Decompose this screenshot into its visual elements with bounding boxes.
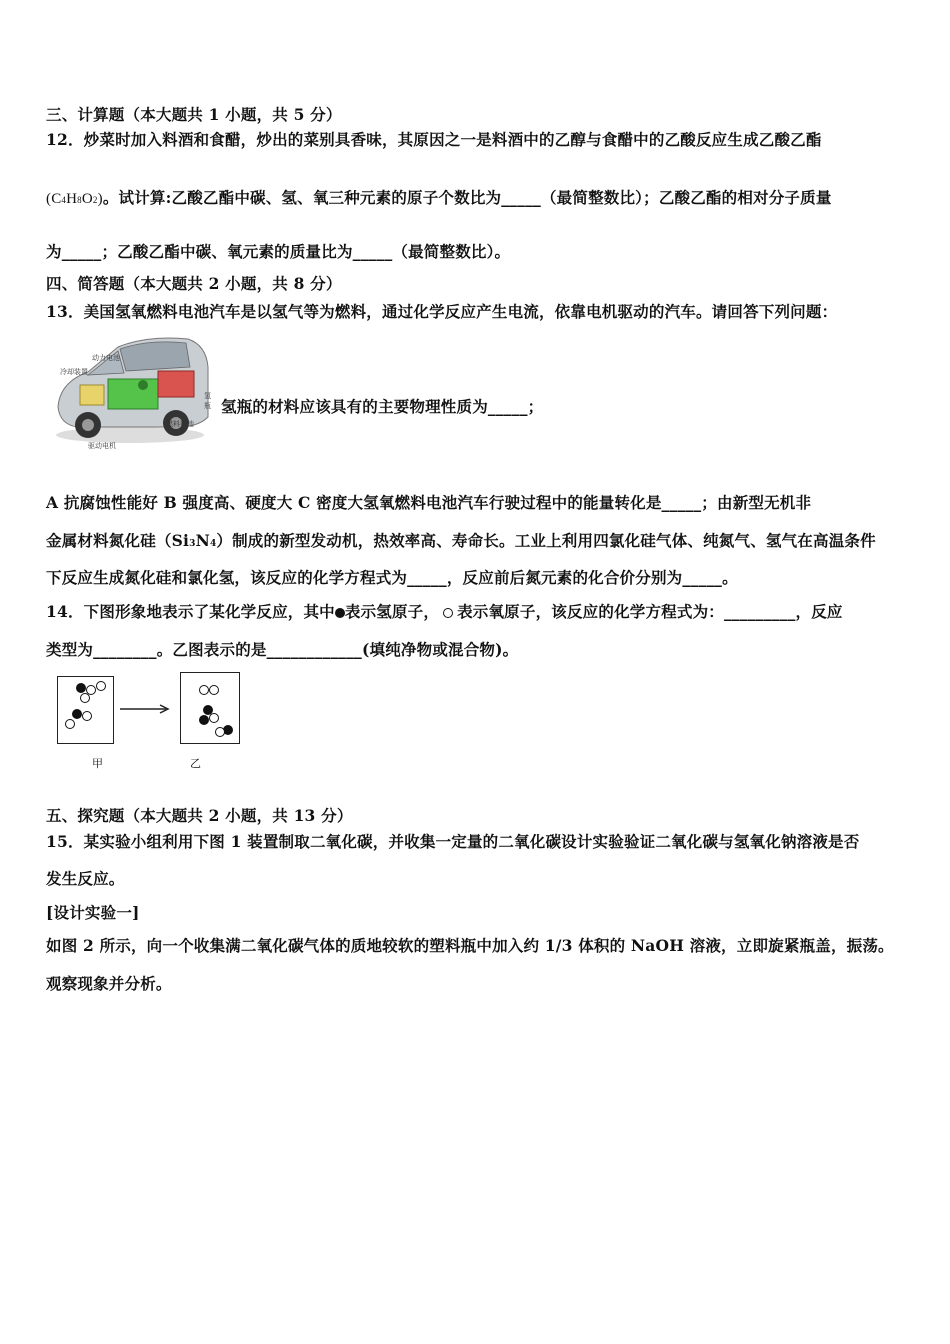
q14-line1: 14．下图形象地表示了某化学反应，其中 表示氢原子， 表示氧原子，该反应的化学方程式为：_________，反应: [46, 602, 843, 621]
q15-line5: 观察现象并分析。: [46, 974, 172, 993]
fuel-cell-car-image: [48, 327, 213, 453]
h-atom: [72, 709, 82, 719]
oxygen-atom-icon: [443, 608, 453, 618]
car-label-fuel-cell: 燃料电池: [166, 420, 194, 428]
o-atom: [82, 711, 92, 721]
o-atom: [215, 727, 225, 737]
section-4-title: 四、简答题（本大题共 2 小题，共 8 分）: [46, 274, 342, 293]
o-atom: [209, 713, 219, 723]
label-jia: 甲: [92, 757, 103, 770]
o-atom: [96, 681, 106, 691]
product-box: [180, 672, 240, 744]
q14-line2: 类型为________。乙图表示的是____________(填纯净物或混合物)。: [46, 640, 519, 659]
section-5-title: 五、探究题（本大题共 2 小题，共 13 分）: [46, 806, 353, 825]
car-label-hydrogen-tank: 氢瓶: [204, 392, 211, 410]
o-atom: [199, 685, 209, 695]
reactant-box: [57, 676, 114, 744]
q13-line5: 下反应生成氮化硅和氯化氢，该反应的化学方程式为_____，反应前后氮元素的化合价分别为_____。: [46, 568, 738, 587]
car-label-cooling: 冷却装置: [60, 368, 88, 376]
q15-line2: 发生反应。: [46, 869, 125, 888]
o-atom: [209, 685, 219, 695]
car-label-motor: 驱动电机: [88, 442, 116, 450]
h-atom: [76, 683, 86, 693]
o-atom: [80, 693, 90, 703]
q15-line1: 15．某实验小组利用下图 1 装置制取二氧化碳，并收集一定量的二氧化碳设计实验验证二氧化碳与氢氧化钠溶液是否: [46, 832, 860, 851]
q12-line2: (C4H8O2)。试计算:乙酸乙酯中碳、氢、氧三种元素的原子个数比为_____（最简整数比）；乙酸乙酯的相对分子质量: [46, 188, 832, 207]
reaction-arrow-icon: [118, 703, 173, 715]
q13-hydrogen-tank-question: 氢瓶的材料应该具有的主要物理性质为_____；: [221, 397, 544, 416]
q15-line4: 如图 2 所示，向一个收集满二氧化碳气体的质地较软的塑料瓶中加入约 1/3 体积的 NaOH 溶液，立即旋紧瓶盖，振荡。: [46, 936, 894, 955]
section-3-title: 三、计算题（本大题共 1 小题，共 5 分）: [46, 105, 342, 124]
q13-line3: A 抗腐蚀性能好 B 强度高、硬度大 C 密度大氢氧燃料电池汽车行驶过程中的能量转化是_____；由新型无机非: [46, 493, 812, 512]
q13-line1: 13．美国氢氧燃料电池汽车是以氢气等为燃料，通过化学反应产生电流，依靠电机驱动的汽车。请回答下列问题：: [46, 302, 838, 321]
q12-line1: 12．炒菜时加入料酒和食醋，炒出的菜别具香味，其原因之一是料酒中的乙醇与食醋中的乙酸反应生成乙酸乙酯: [46, 130, 822, 149]
ethyl-acetate-formula: (C4H8O2): [46, 191, 103, 207]
h-atom: [199, 715, 209, 725]
o-atom: [65, 719, 75, 729]
q15-design-heading: [设计实验一]: [46, 903, 140, 922]
label-yi: 乙: [190, 757, 201, 770]
q13-line4: 金属材料氮化硅（Si3N4）制成的新型发动机，热效率高、寿命长。工业上利用四氯化硅气体、纯氮气、氢气在高温条件: [46, 531, 876, 550]
hydrogen-atom-icon: [335, 608, 345, 618]
q12-line3: 为_____；乙酸乙酯中碳、氧元素的质量比为_____（最简整数比）。: [46, 242, 511, 261]
car-label-battery: 动力电池: [92, 354, 120, 362]
